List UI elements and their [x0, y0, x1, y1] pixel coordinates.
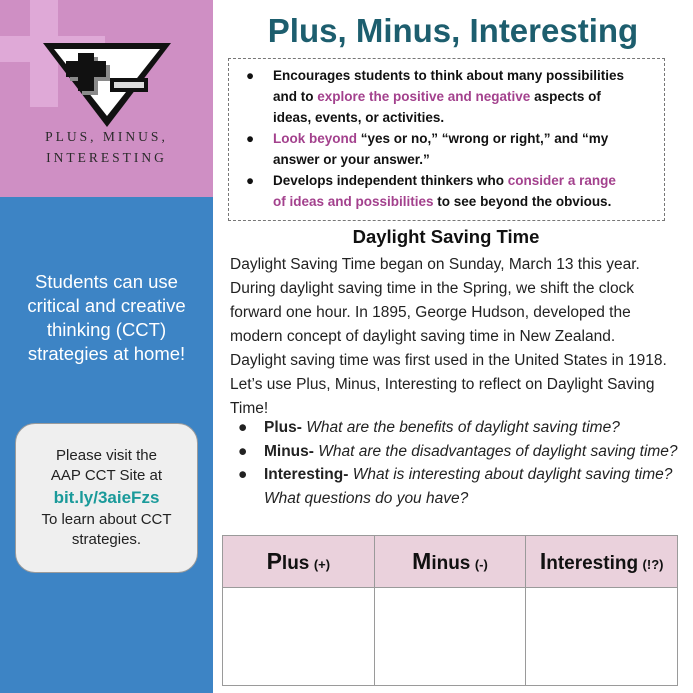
minus-header-letter: M [412, 548, 432, 574]
visit-text-2: AAP CCT Site at [50, 467, 163, 484]
question-text-plus: What are the benefits of daylight saving time? [301, 419, 620, 436]
pmi-answer-row [223, 588, 678, 686]
benefit-2-part-a: “yes or no,” “wrong or right,” and “my [357, 131, 609, 146]
benefit-1-part-a: Encourages students to think about many possibilities [273, 68, 625, 83]
plus-header-symbol: (+) [313, 557, 331, 572]
page-title: Plus, Minus, Interesting [267, 12, 639, 49]
bullet-icon: ● [246, 131, 255, 146]
interesting-column-header [526, 536, 678, 588]
benefit-1-highlight: explore the positive and negative [317, 89, 531, 104]
pmi-logo-icon [40, 40, 174, 130]
minus-header-rest: inus [431, 553, 471, 574]
pmi-header-row [223, 536, 678, 588]
bullet-icon: ● [238, 442, 248, 460]
benefit-3-highlight-2: of ideas and possibilities [273, 194, 434, 209]
benefit-3-part-a: Develops independent thinkers who [273, 173, 508, 188]
benefit-2-highlight: Look beyond [273, 131, 357, 146]
question-item-plus [238, 416, 678, 440]
benefit-3-highlight-1: consider a range [507, 173, 616, 188]
plus-header-letter: P [266, 548, 282, 574]
minus-column-header [374, 536, 526, 588]
question-text-interesting: What is interesting about daylight saving time? What questions do you have? [264, 466, 673, 507]
visit-text-4: strategies. [71, 531, 142, 548]
benefits-box [228, 58, 665, 221]
sidebar-tagline: Students can use critical and creative thinking (CCT) strategies at home! [27, 271, 186, 364]
logo-text-line1: PLUS, MINUS, [45, 129, 168, 144]
body-paragraph: Daylight Saving Time began on Sunday, March 13 this year. During daylight saving time in the Spring, we shift the clock forward one hour. In 1895, George Hudson, developed the modern concept of daylight saving time in New Zealand. Daylight saving time was first used in the United States in 1918. Let’s use Plus, Minus, Interesting to reflect on Daylight Saving Time! [230, 256, 667, 417]
visit-callout [15, 423, 198, 573]
bullet-icon: ● [246, 68, 255, 83]
benefit-1-part-d: ideas, events, or activities. [273, 110, 445, 125]
visit-text-1: Please visit the [56, 447, 157, 464]
minus-header-symbol: (-) [474, 557, 488, 572]
benefit-1-part-c: aspects of [530, 89, 601, 104]
interesting-header-rest: nteresting [546, 553, 639, 574]
benefit-item-2-text [273, 128, 663, 170]
left-sidebar [0, 0, 213, 693]
plus-answer-cell[interactable] [223, 588, 375, 686]
question-list [238, 416, 678, 510]
plus-header-rest: lus [281, 553, 310, 574]
question-item-interesting [238, 463, 678, 510]
benefit-1-part-b: and to [273, 89, 318, 104]
interesting-header-letter: I [539, 548, 547, 574]
interesting-header-symbol: (!?) [642, 557, 664, 572]
question-label-minus: Minus- [264, 442, 314, 460]
main-content [213, 0, 693, 693]
logo-text-line2: INTERESTING [46, 150, 167, 165]
benefit-3-part-b: to see beyond the obvious. [433, 194, 612, 209]
logo-panel [0, 0, 213, 197]
bullet-icon: ● [238, 419, 248, 436]
pmi-table [222, 535, 678, 686]
bullet-icon: ● [238, 466, 248, 483]
plus-column-header [223, 536, 375, 588]
question-text-minus: What are the disadvantages of daylight saving time? [313, 442, 678, 460]
minus-answer-cell[interactable] [374, 588, 526, 686]
interesting-answer-cell[interactable] [526, 588, 678, 686]
section-title: Daylight Saving Time [352, 226, 540, 247]
cct-site-link[interactable]: bit.ly/3aieFzs [53, 488, 160, 507]
benefit-item-3-text [273, 170, 663, 212]
bullet-icon: ● [246, 173, 255, 188]
benefit-2-part-b: answer or your answer.” [273, 152, 430, 167]
question-item-minus [238, 440, 678, 464]
visit-text-3: To learn about CCT [41, 511, 172, 528]
benefit-item-1-text [273, 65, 663, 128]
question-label-interesting: Interesting- [264, 466, 349, 483]
info-sidebar [0, 197, 213, 693]
question-label-plus: Plus- [264, 419, 302, 436]
